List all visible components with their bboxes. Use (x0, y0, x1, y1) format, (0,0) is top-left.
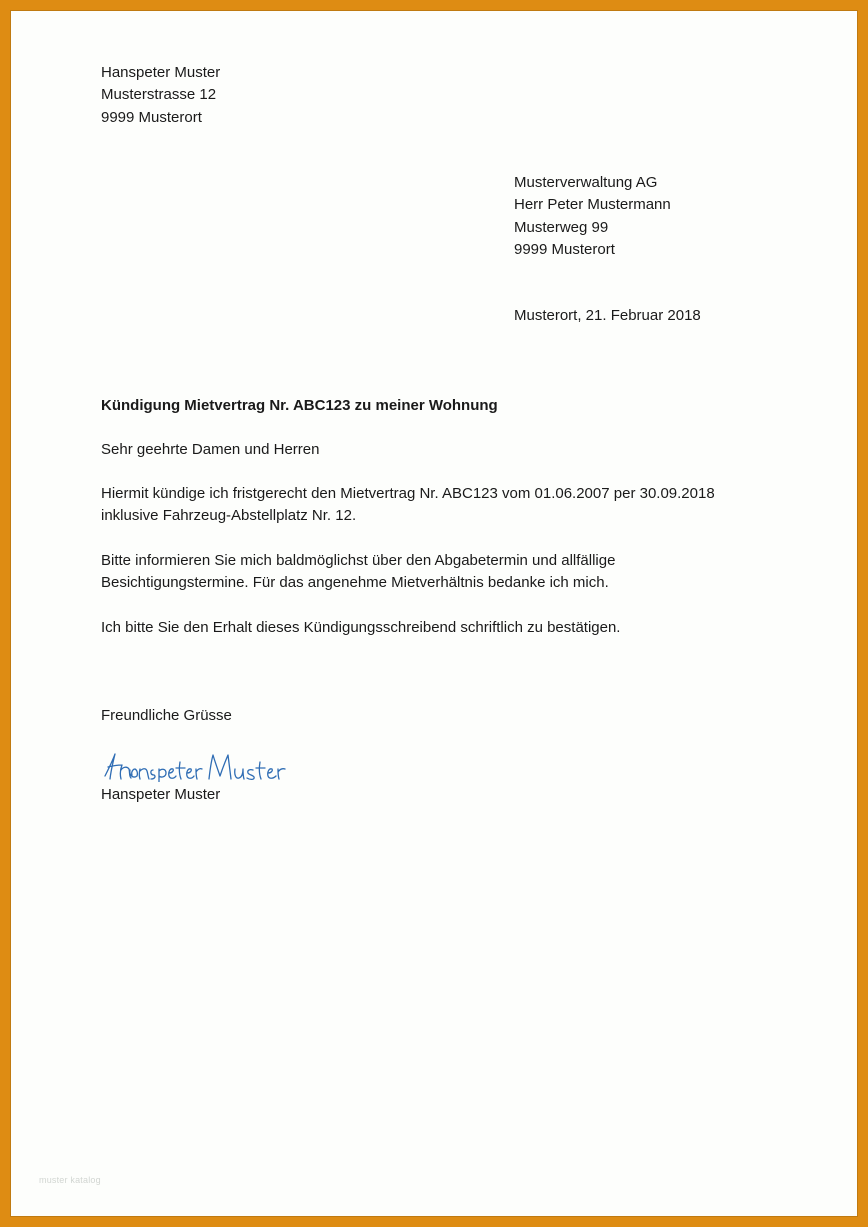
date-line: Musterort, 21. Februar 2018 (514, 307, 701, 324)
signature-drawing (103, 748, 303, 782)
paragraph-line: inklusive Fahrzeug-Abstellplatz Nr. 12. (101, 507, 357, 525)
watermark: muster katalog (39, 1175, 101, 1185)
sender-city: 9999 Musterort (101, 108, 202, 126)
handwritten-signature (103, 748, 303, 782)
paragraph-line: Hiermit kündige ich fristgerecht den Mietvertrag Nr. ABC123 vom 01.06.2007 per 30.09.2018 (101, 485, 715, 502)
paragraph-line: Besichtigungstermine. Für das angenehme Mietverhältnis bedanke ich mich. (101, 574, 609, 592)
paragraph-line: Ich bitte Sie den Erhalt dieses Kündigungsschreibend schriftlich zu bestätigen. (101, 619, 621, 636)
recipient-company: Musterverwaltung AG (514, 174, 658, 191)
body-paragraph (101, 617, 620, 639)
recipient-city: 9999 Musterort (514, 240, 615, 258)
printed-name: Hanspeter Muster (101, 786, 221, 803)
closing-phrase: Freundliche Grüsse (101, 707, 232, 724)
sender-name: Hanspeter Muster (101, 64, 221, 81)
body-paragraph (101, 483, 715, 528)
salutation: Sehr geehrte Damen und Herren (101, 441, 320, 458)
letter-paper (10, 10, 858, 1217)
letter-subject: Kündigung Mietvertrag Nr. ABC123 zu meiner Wohnung (101, 397, 498, 414)
body-paragraph (101, 550, 615, 595)
recipient-contact: Herr Peter Mustermann (514, 196, 671, 214)
recipient-street: Musterweg 99 (514, 218, 609, 236)
sender-street: Musterstrasse 12 (101, 86, 217, 104)
recipient-address (514, 172, 671, 261)
sender-address (101, 62, 220, 129)
paragraph-line: Bitte informieren Sie mich baldmöglichst über den Abgabetermin und allfällige (101, 552, 616, 569)
